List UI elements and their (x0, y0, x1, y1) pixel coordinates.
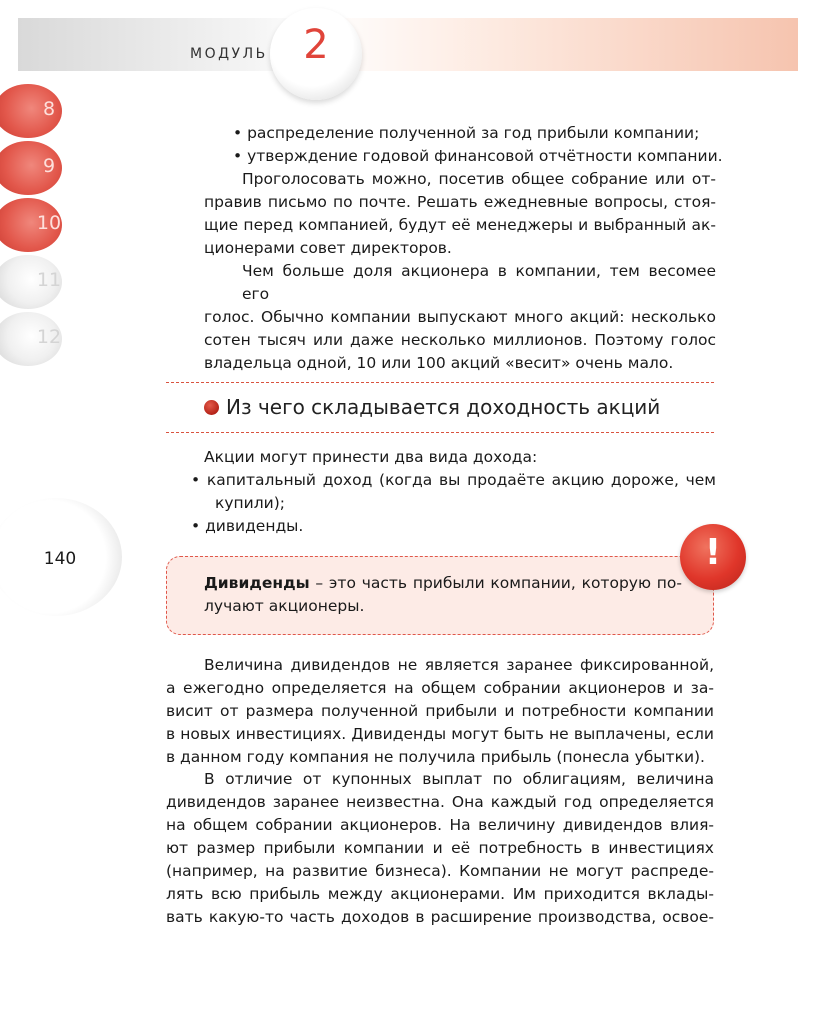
module-number: 2 (303, 22, 329, 68)
body-paragraph-2 (166, 768, 714, 929)
bullet-dot-icon (204, 400, 219, 415)
section-bullets (191, 469, 716, 538)
page-number: 140 (43, 549, 77, 569)
text-line: (например, на развитие бизнеса). Компании не могут распреде- (166, 862, 714, 880)
text-line: в данном году компания не получила прибыль (понесла убытки). (166, 748, 705, 766)
intro-paragraph-2 (204, 260, 716, 375)
text-line: владельца одной, 10 или 100 акций «весит» очень мало. (204, 354, 674, 372)
exclamation-mark: ! (704, 532, 722, 573)
definition-term: Дивиденды (204, 574, 310, 592)
text-line: правив письмо по почте. Решать ежедневные вопросы, стоя- (204, 193, 716, 211)
text-line: щие перед компанией, будут её менеджеры и выбранный ак- (204, 216, 716, 234)
bullet-item: • распределение полученной за год прибыли компании; (233, 124, 700, 142)
text-line: ют размер прибыли компании и её потребность в инвестициях (166, 839, 714, 857)
definition-rest: – это часть прибыли компании, которую по- (309, 574, 682, 592)
text-line: сотен тысяч или даже несколько миллионов. Поэтому голос (204, 331, 716, 349)
text-line: Проголосовать можно, посетив общее собрание или от- (242, 170, 716, 188)
intro-bullets (233, 122, 723, 168)
text-line: голос. Обычно компании выпускают много акций: несколько (204, 308, 716, 326)
side-tab-label: 10 (36, 212, 62, 234)
side-tab-label: 11 (36, 269, 62, 291)
header-band (18, 18, 798, 71)
section-title: Из чего складывается доходность акций (226, 395, 661, 419)
intro-paragraph-1 (204, 168, 716, 260)
module-label: МОДУЛЬ (190, 46, 268, 62)
definition-text (204, 572, 682, 618)
text-line (204, 572, 682, 595)
text-line: а ежегодно определяется на общем собрании акционеров и за- (166, 679, 714, 697)
text-line: дивидендов заранее неизвестна. Она каждый год определяется (166, 793, 714, 811)
bullet-item: • утверждение годовой финансовой отчётности компании. (233, 147, 723, 165)
bullet-item: • капитальный доход (когда вы продаёте акцию дороже, чем (191, 471, 716, 489)
text-line: в новых инвестициях. Дивиденды могут быть не выплачены, если (166, 725, 714, 743)
side-tab-label: 9 (42, 155, 56, 177)
side-tab-label: 12 (36, 326, 62, 348)
bullet-item-continuation: купили); (215, 494, 285, 512)
text-line: висит от размера полученной прибыли и потребности компании (166, 702, 714, 720)
bullet-item: • дивиденды. (191, 517, 304, 535)
text-line: ционерами совет директоров. (204, 239, 452, 257)
text-line: на общем собрании акционеров. На величину дивидендов влия- (166, 816, 714, 834)
text-line: Чем больше доля акционера в компании, тем весомее его (242, 262, 716, 303)
section-divider-bottom (166, 432, 714, 433)
body-paragraph-1 (166, 654, 714, 769)
text-line: вать какую-то часть доходов в расширение производства, освое- (166, 908, 714, 926)
section-lead (204, 446, 716, 469)
text-line: В отличие от купонных выплат по облигациям, величина (204, 770, 714, 788)
side-tab-label: 8 (42, 98, 56, 120)
section-divider-top (166, 382, 714, 383)
text-line: Акции могут принести два вида дохода: (204, 448, 538, 466)
text-line: лучают акционеры. (204, 597, 365, 615)
text-line: лять всю прибыль между акционерами. Им приходится вклады- (166, 885, 714, 903)
text-line: Величина дивидендов не является заранее фиксированной, (204, 656, 714, 674)
